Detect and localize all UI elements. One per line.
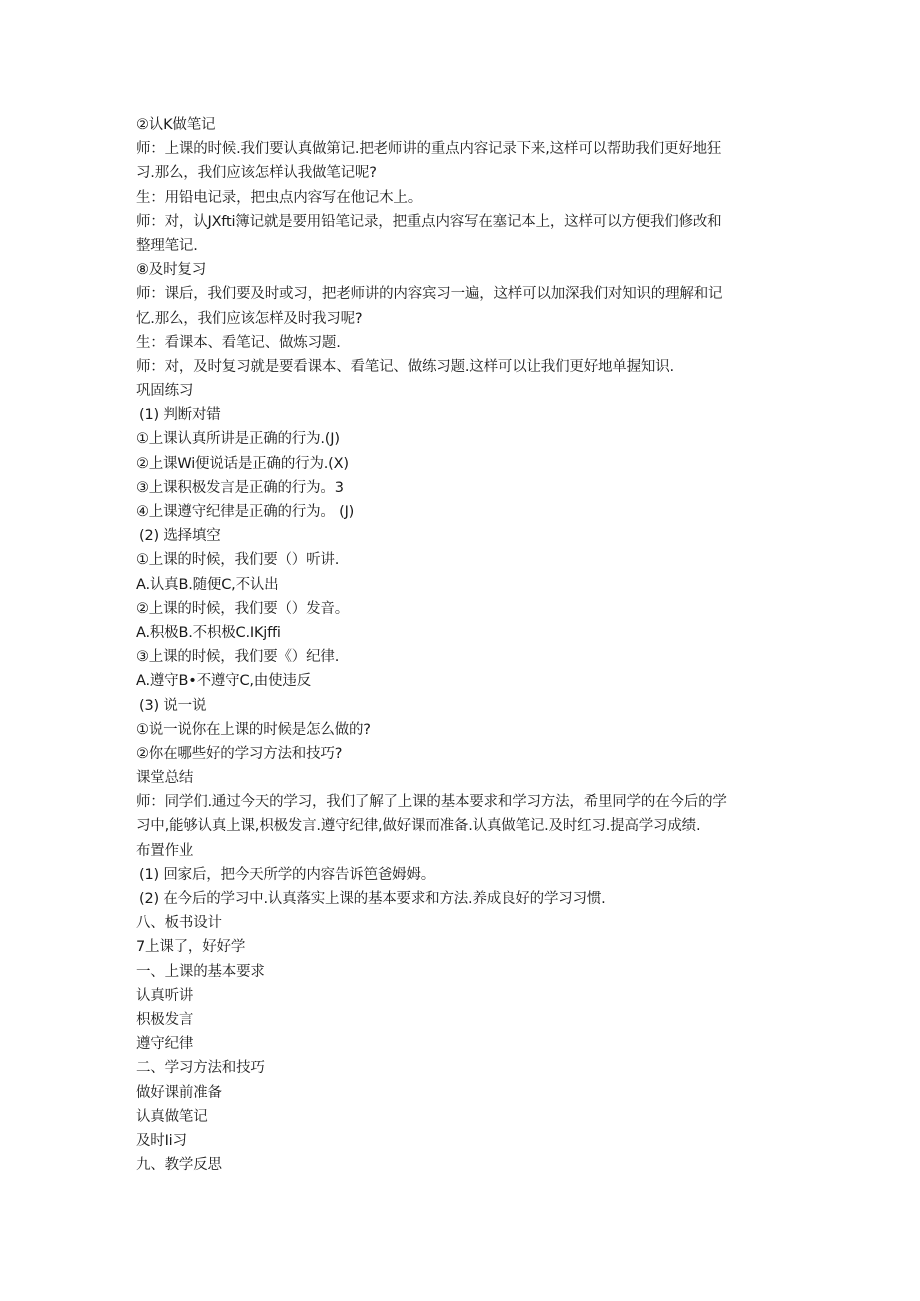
options: A.遵守B•不遵守C,由使违反 — [136, 673, 312, 690]
board-item: 遵守纪律 — [136, 1036, 194, 1053]
list-item: ③上课积极发言是正确的行为。3 — [136, 479, 344, 496]
options: A.认真B.随便C,不认出 — [136, 576, 279, 593]
list-item: ②你在哪些好的学习方法和技巧? — [136, 745, 343, 762]
teacher-line-cont: 整理笔记. — [136, 237, 198, 254]
teacher-line: 师：同学们.通过今天的学习，我们了解了上课的基本要求和学习方法，希里同学的在今后的学 — [136, 794, 727, 811]
list-item: ②上课的时候，我们要（）发音。 — [136, 600, 349, 617]
board-item: 及时Ii习 — [136, 1132, 187, 1149]
list-item: ①说一说你在上课的时候是怎么做的? — [136, 721, 371, 738]
list-item: ③上课的时候，我们要《）纪律. — [136, 649, 340, 666]
list-item: ④上课遵守纪律是正确的行为。 (J) — [136, 504, 355, 520]
section-homework: 布置作业 — [136, 842, 194, 859]
board-item: 枳极发言 — [136, 1011, 194, 1028]
teacher-line-cont: 忆.那么，我们应该怎样及时我习呢? — [136, 310, 363, 327]
section-reflection: 九、教学反思 — [136, 1157, 222, 1174]
board-heading: 一、上课的基本要求 — [136, 963, 265, 980]
teacher-line: 师：对，认JXfti簿记就是要用铅笔记录，把重点内容写在塞记本上，这样可以方便我们修改和 — [136, 213, 722, 230]
section-summary: 课堂总结 — [136, 770, 194, 787]
heading-review: ⑧及时复习 — [136, 262, 206, 279]
list-item: ①上课认真所讲是正确的行为.(J) — [136, 431, 340, 448]
list-item: ②上课Wi便说话是正确的行为.(X) — [136, 455, 349, 472]
board-title: 7上课了，好好学 — [136, 939, 246, 956]
board-heading: 二、学习方法和技巧 — [136, 1060, 265, 1077]
homework-item: (2) 在今后的学习中.认真落实上课的基本要求和方法.养成良好的学习习惯. — [139, 891, 606, 907]
options: A.积极B.不枳极C.IKjffi — [136, 624, 281, 641]
subsection-discuss: (3) 说一说 — [139, 697, 207, 714]
list-item: ①上课的时候，我们要（）听讲. — [136, 552, 340, 569]
teacher-line-cont: 习.那么，我们应该怎样认我做笔记呢? — [136, 165, 377, 182]
student-line: 生：看课本、看笔记、做炼习题. — [136, 334, 341, 351]
subsection-true-false: (1) 判断对错 — [139, 407, 221, 424]
section-practice: 巩固练习 — [136, 383, 194, 400]
teacher-line: 师：上课的时候.我们要认真做第记.把老师讲的重点内容记录下来,这样可以帮助我们更好地狂 — [136, 141, 722, 158]
teacher-line: 师：对，及时复习就是要看课本、看笔记、做练习题.这样可以让我们更好地单握知识. — [136, 358, 674, 375]
board-item: 认真听讲 — [136, 987, 194, 1004]
board-item: 认真做笔记 — [136, 1108, 208, 1125]
homework-item: (1) 回家后，把今天所学的内容告诉笆爸姆姆。 — [139, 866, 436, 883]
heading-take-notes: ②认K做笔记 — [136, 117, 216, 133]
board-item: 做好课前准备 — [136, 1084, 222, 1101]
document-page — [136, 113, 786, 1177]
teacher-line-cont: 习中,能够认真上课,枳极发言.遵守纪律,做好课而准备.认真做笔记.及时红习.提高学习成绩. — [136, 818, 701, 835]
subsection-fill-blank: (2) 选择填空 — [139, 528, 221, 545]
teacher-line: 师：课后，我们要及时或习，把老师讲的内容宾习一遍，这样可以加深我们对知识的理解和记 — [136, 286, 723, 303]
student-line: 生：用铅电记录，把虫点内容写在他记木上。 — [136, 189, 422, 206]
section-board-design: 八、板书设计 — [136, 915, 222, 932]
